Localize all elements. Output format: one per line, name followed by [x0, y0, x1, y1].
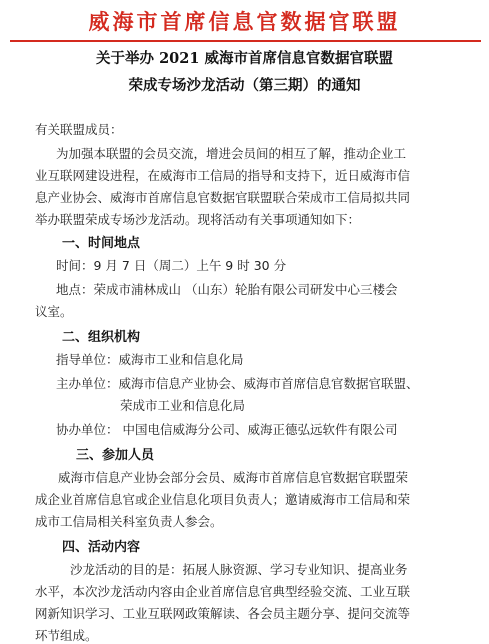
- intro-line: 举办联盟荣成专场沙龙活动。现将活动有关事项通知如下：: [35, 212, 361, 227]
- intro-line: 息产业协会、威海市首席信息官数据官联盟联合荣成市工信局拟共同: [35, 190, 411, 205]
- section-4-heading: 四、活动内容: [62, 540, 141, 555]
- section-1-heading: 一、时间地点: [62, 236, 141, 251]
- activity-line: 沙龙活动的目的是：拓展人脉资源、学习专业知识、提高业务: [70, 562, 408, 577]
- activity-line: 环节组成。: [35, 628, 98, 643]
- participants-line: 威海市信息产业协会部分会员、威海市首席信息官数据官联盟荣: [58, 470, 409, 485]
- event-place-cont: 议室。: [35, 304, 73, 319]
- participants-line: 成市工信局相关科室负责人参会。: [35, 514, 223, 529]
- notice-title-line-1: 关于举办 2021 威海市首席信息官数据官联盟: [96, 50, 393, 67]
- section-2-heading: 二、组织机构: [62, 330, 141, 345]
- co-organizers: 协办单位： 中国电信威海分公司、威海正德弘远软件有限公司: [56, 422, 398, 437]
- red-header-rule: [10, 40, 481, 42]
- event-time: 时间：9 月 7 日（周二）上午 9 时 30 分: [56, 258, 287, 273]
- salutation: 有关联盟成员：: [35, 122, 123, 137]
- org-name-header: 威海市首席信息官数据官联盟: [88, 9, 401, 34]
- notice-title-line-2: 荣成专场沙龙活动（第三期）的通知: [128, 77, 361, 94]
- intro-line: 业互联网建设进程，在威海市工信局的指导和支持下，近日威海市信: [35, 168, 411, 183]
- activity-line: 网新知识学习、工业互联网政策解读、各会员主题分享、提问交流等: [35, 606, 411, 621]
- intro-line: 为加强本联盟的会员交流，增进会员间的相互了解，推动企业工: [56, 146, 407, 161]
- guide-unit: 指导单位：威海市工业和信息化局: [56, 352, 244, 367]
- host-units-cont: 荣成市工业和信息化局: [120, 398, 246, 413]
- event-place: 地点：荣成市浦林成山 （山东）轮胎有限公司研发中心三楼会: [56, 282, 398, 297]
- host-units: 主办单位：威海市信息产业协会、威海市首席信息官数据官联盟、: [56, 376, 419, 391]
- section-3-heading: 三、参加人员: [76, 448, 155, 463]
- participants-line: 成企业首席信息官或企业信息化项目负责人；邀请威海市工信局和荣: [35, 492, 411, 507]
- activity-line: 水平，本次沙龙活动内容由企业首席信息官典型经验交流、工业互联: [35, 584, 411, 599]
